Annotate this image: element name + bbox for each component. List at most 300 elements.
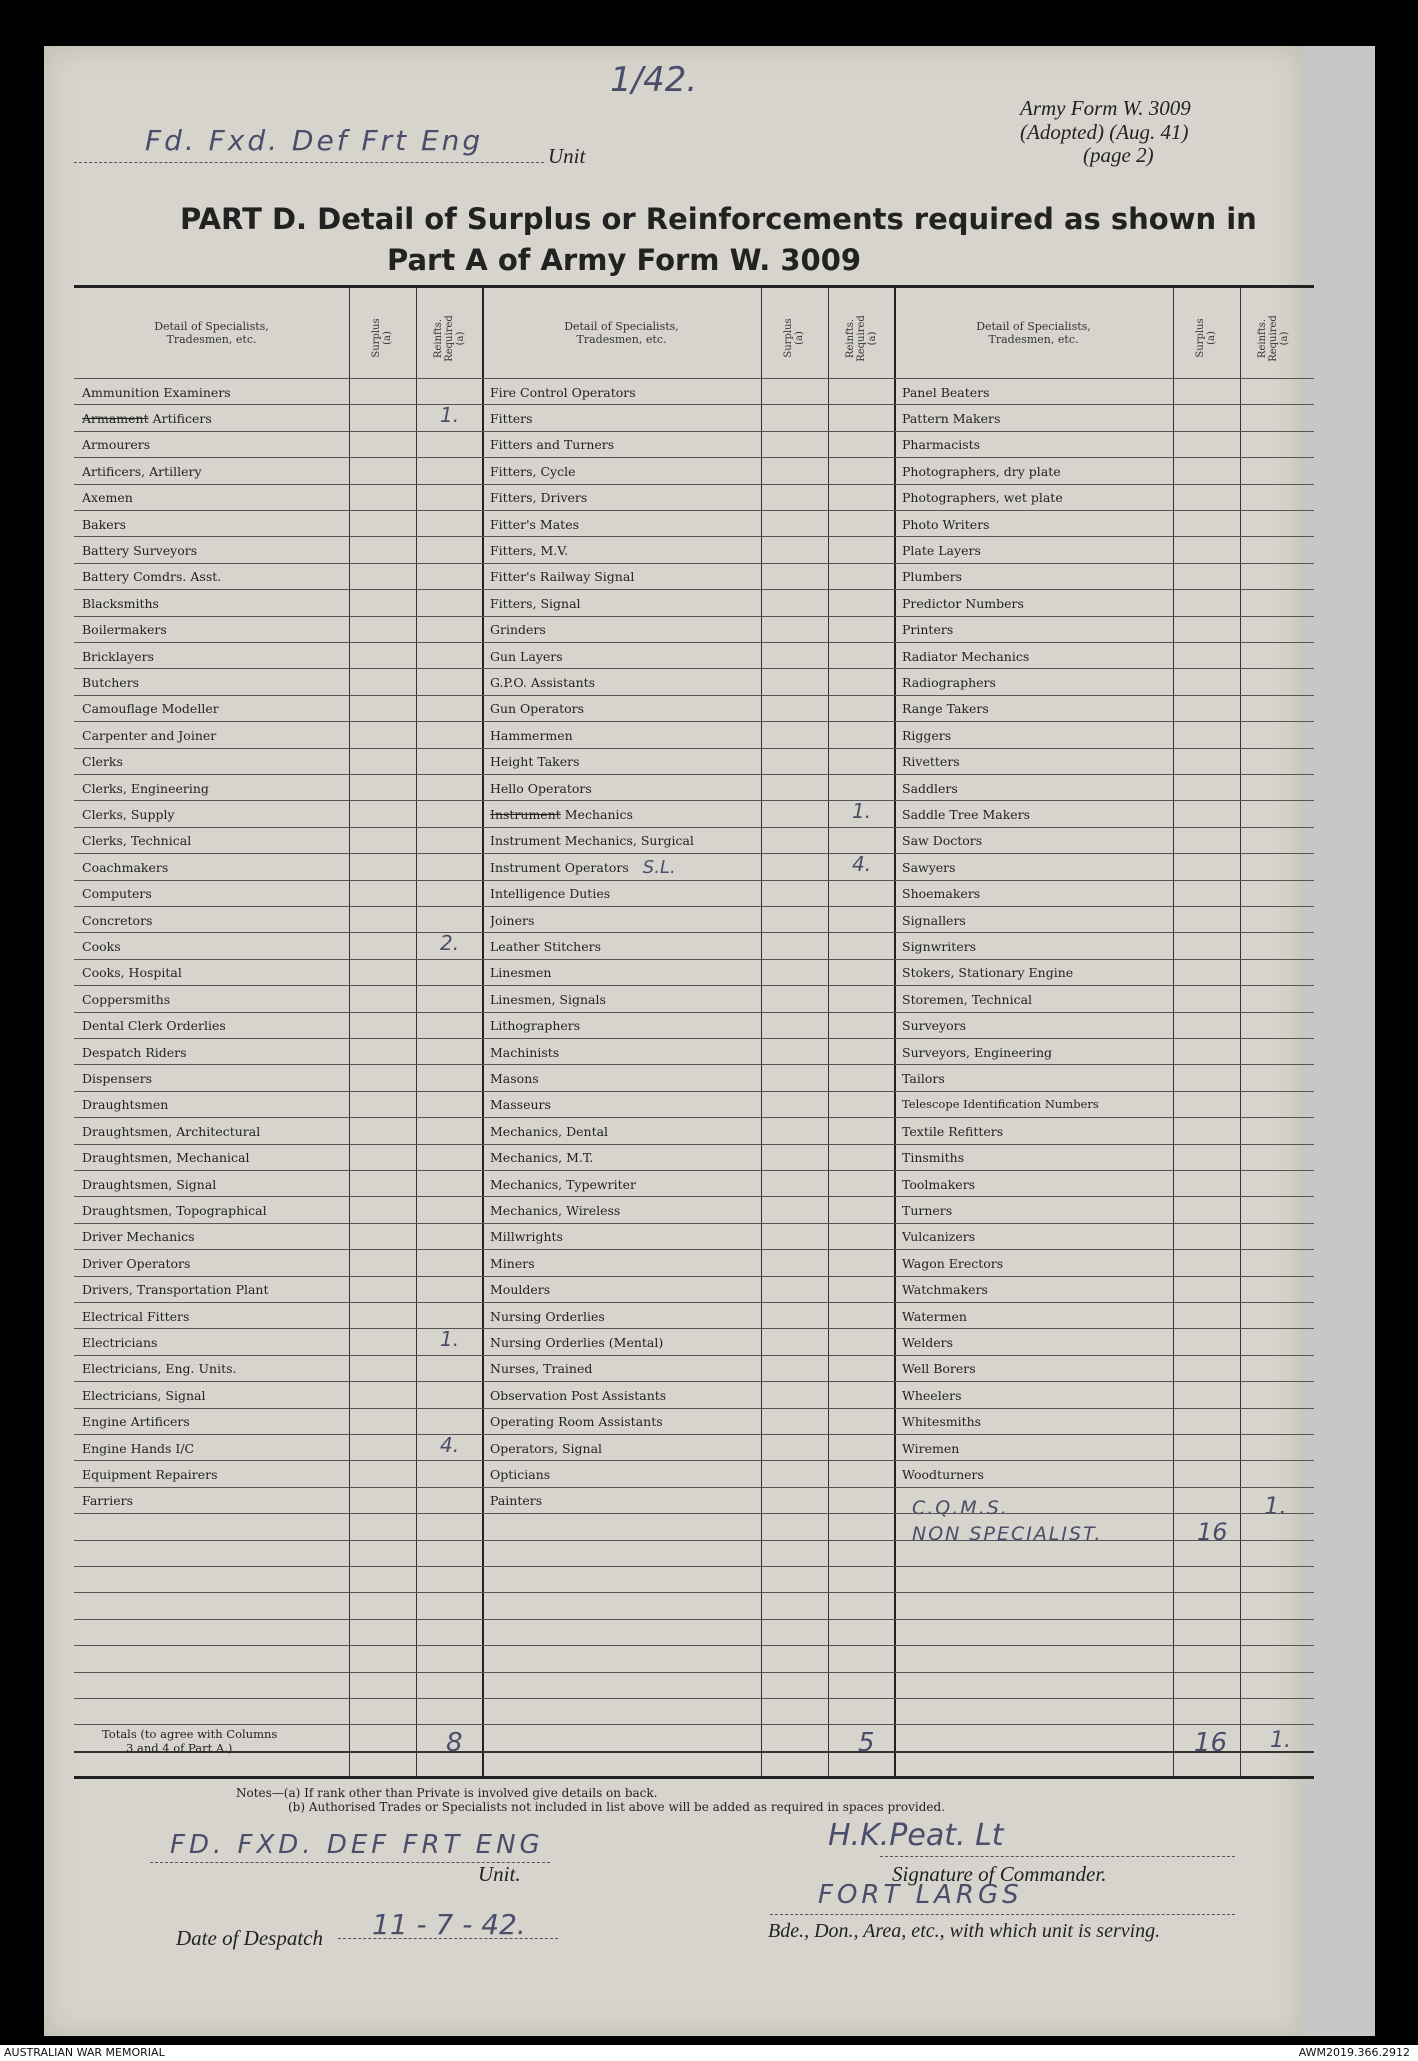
label-text: Radiator Mechanics	[902, 648, 1030, 664]
specialist-label	[490, 775, 755, 801]
label-text: Electricians, Signal	[82, 1387, 206, 1403]
specialist-label	[82, 643, 347, 669]
specialist-label	[902, 1277, 1167, 1303]
specialist-label	[490, 669, 755, 695]
table-row	[74, 616, 1314, 643]
specialist-label	[902, 696, 1167, 722]
specialist-label	[902, 1145, 1167, 1171]
label-text: Hello Operators	[490, 780, 592, 796]
label-text: Gun Operators	[490, 701, 585, 717]
label-text: Driver Operators	[82, 1255, 191, 1271]
label-text: Fire Control Operators	[490, 384, 636, 400]
note-a: Notes—(a) If rank other than Private is involved give details on back.	[236, 1786, 658, 1800]
specialist-label	[902, 458, 1167, 484]
label-text: Textile Refitters	[902, 1123, 1004, 1139]
label-text: Draughtsmen, Mechanical	[82, 1150, 250, 1166]
specialist-label	[902, 379, 1167, 405]
specialist-label	[82, 722, 347, 748]
table-row	[74, 484, 1314, 511]
total-col1-reinf: 8	[446, 1728, 463, 1758]
label-text: Signwriters	[902, 939, 977, 955]
handwritten-note: S.L.	[642, 856, 676, 878]
label-text: Surveyors, Engineering	[902, 1044, 1053, 1060]
reinf-value: 1.	[440, 403, 460, 428]
table-row	[74, 457, 1314, 484]
label-text: Axemen	[82, 490, 133, 506]
label-text: Fitters, M.V.	[490, 543, 569, 559]
specialist-label	[82, 1303, 347, 1329]
specialist-label	[490, 1382, 755, 1408]
label-text: Drivers, Transportation Plant	[82, 1282, 269, 1298]
specialist-label	[82, 537, 347, 563]
specialist-label	[490, 1567, 755, 1593]
table-row	[74, 642, 1314, 669]
specialist-label	[82, 458, 347, 484]
label-text: Fitters, Signal	[490, 595, 581, 611]
specialist-label	[82, 1646, 347, 1672]
specialist-label	[902, 1329, 1167, 1355]
form-ref-line2: (Adopted) (Aug. 41)	[1020, 120, 1189, 144]
specialist-label	[490, 986, 755, 1012]
specialist-label	[902, 1197, 1167, 1223]
label-text: Range Takers	[902, 701, 989, 717]
label-text: Electricians	[82, 1335, 158, 1351]
specialist-label	[490, 960, 755, 986]
table-row	[74, 1487, 1314, 1520]
label-text: Radiographers	[902, 675, 996, 691]
footer-unit-label: Unit.	[478, 1862, 521, 1886]
specialist-label	[490, 1620, 755, 1646]
specialist-label	[902, 1673, 1167, 1699]
specialist-label	[490, 1356, 755, 1382]
specialist-label	[902, 1092, 1167, 1118]
specialist-label	[490, 1725, 755, 1751]
header-detail-2: Detail of Specialists, Tradesmen, etc.	[564, 319, 679, 346]
specialist-label	[902, 749, 1167, 775]
specialist-label	[82, 828, 347, 854]
table-row	[74, 1434, 1314, 1461]
specialist-label	[902, 1409, 1167, 1435]
label-text: Concretors	[82, 912, 153, 928]
date-underline	[338, 1938, 558, 1939]
specialist-label	[902, 986, 1167, 1012]
label-text: Clerks, Technical	[82, 833, 192, 849]
specialist-label	[82, 1567, 347, 1593]
form-ref-line1: Army Form W. 3009	[1020, 96, 1191, 120]
label-text: Sawyers	[902, 859, 956, 875]
specialist-label	[490, 379, 755, 405]
label-text: Plumbers	[902, 569, 963, 585]
specialist-label	[82, 379, 347, 405]
label-text: Toolmakers	[902, 1176, 976, 1192]
label-text: Pharmacists	[902, 437, 981, 453]
table-row	[74, 853, 1314, 880]
table-row	[74, 563, 1314, 590]
table-row	[74, 932, 1314, 959]
table-row	[74, 1698, 1314, 1725]
header-surplus-3: Surplus (a)	[1195, 318, 1217, 358]
specialist-label	[82, 1488, 347, 1514]
label-text: Gun Layers	[490, 648, 563, 664]
label-text: Linesmen	[490, 965, 552, 981]
specialist-label	[82, 1224, 347, 1250]
reinf-value: 4.	[852, 852, 872, 877]
label-text: Carpenter and Joiner	[82, 727, 217, 743]
table-row	[74, 985, 1314, 1012]
table-row	[74, 1513, 1314, 1547]
label-text: Mechanics, Dental	[490, 1123, 609, 1139]
archive-bar	[0, 2045, 1418, 2061]
table-row	[74, 721, 1314, 748]
label-text: Electrical Fitters	[82, 1308, 190, 1324]
label-text: Printers	[902, 622, 954, 638]
label-text: Signallers	[902, 912, 966, 928]
label-text: Tailors	[902, 1071, 945, 1087]
specialist-label	[902, 1356, 1167, 1382]
table-row	[74, 668, 1314, 695]
table-row	[74, 748, 1314, 775]
total-col2-reinf: 5	[858, 1728, 875, 1758]
specialist-label	[902, 1593, 1167, 1619]
specialist-label	[902, 405, 1167, 431]
signature-label: Signature of Commander.	[892, 1862, 1107, 1886]
specialist-label	[902, 1620, 1167, 1646]
specialist-label	[902, 1699, 1167, 1725]
label-text: Grinders	[490, 622, 546, 638]
label-text: Turners	[902, 1203, 953, 1219]
table-row	[74, 1355, 1314, 1382]
label-text: Millwrights	[490, 1229, 563, 1245]
specialist-label	[490, 432, 755, 458]
specialist-label: C.Q.M.S.	[912, 1496, 1009, 1519]
header-reinf-3: Reinfts. Required (a)	[1256, 314, 1290, 362]
specialist-label	[490, 643, 755, 669]
label-text: Nurses, Trained	[490, 1361, 593, 1377]
table-row	[74, 1540, 1314, 1567]
commander-signature: H.K.Peat. Lt	[828, 1818, 1004, 1853]
label-text: Clerks, Supply	[82, 807, 175, 823]
label-text: Coppersmiths	[82, 991, 171, 1007]
label-text: Driver Mechanics	[82, 1229, 195, 1245]
label-text: Cooks, Hospital	[82, 965, 182, 981]
label-text: Photo Writers	[902, 516, 990, 532]
label-text: Masons	[490, 1071, 539, 1087]
label-text: Wiremen	[902, 1440, 960, 1456]
label-text: Vulcanizers	[902, 1229, 976, 1245]
table-row	[74, 1408, 1314, 1435]
label-text: Whitesmiths	[902, 1414, 982, 1430]
table-row	[74, 1144, 1314, 1171]
specialist-label	[902, 1725, 1167, 1751]
specialist-label	[82, 1013, 347, 1039]
label-text: Fitters	[490, 411, 533, 427]
label-text: Camouflage Modeller	[82, 701, 219, 717]
specialist-label	[490, 1409, 755, 1435]
label-text: Draughtsmen, Signal	[82, 1176, 217, 1192]
total-col3-reinf: 1.	[1270, 1728, 1291, 1753]
totals-label	[102, 1728, 277, 1756]
specialist-label	[490, 881, 755, 907]
label-text: Moulders	[490, 1282, 551, 1298]
label-text: Engine Artificers	[82, 1414, 190, 1430]
label-text: Nursing Orderlies (Mental)	[490, 1335, 664, 1351]
label-text: Photographers, wet plate	[902, 490, 1063, 506]
label-text: Artificers	[148, 411, 212, 427]
specialist-label	[490, 617, 755, 643]
specialist-label	[902, 828, 1167, 854]
archive-name: AUSTRALIAN WAR MEMORIAL	[4, 2046, 165, 2059]
specialist-label	[82, 1197, 347, 1223]
table-row	[74, 378, 1314, 405]
label-text: Leather Stitchers	[490, 939, 602, 955]
specialist-label	[490, 828, 755, 854]
label-text: Height Takers	[490, 754, 580, 770]
specialist-label	[902, 1224, 1167, 1250]
specialist-label	[82, 1673, 347, 1699]
specialist-label	[490, 1541, 755, 1567]
specialist-label	[490, 1488, 755, 1514]
label-text: Stokers, Stationary Engine	[902, 965, 1074, 981]
label-text: Masseurs	[490, 1097, 551, 1113]
specialist-label	[82, 1699, 347, 1725]
table-row	[74, 906, 1314, 933]
specialist-label	[82, 485, 347, 511]
label-text: Clerks	[82, 754, 123, 770]
label-text: Despatch Riders	[82, 1044, 187, 1060]
header-reinf-1: Reinfts. Required (a)	[432, 314, 466, 362]
specialist-label	[82, 1541, 347, 1567]
totals-label-line1: Totals (to agree with Columns	[102, 1727, 278, 1741]
label-text: Saddle Tree Makers	[902, 807, 1031, 823]
specialist-label	[82, 933, 347, 959]
label-text: Draughtsmen, Topographical	[82, 1203, 267, 1219]
label-text: Watchmakers	[902, 1282, 988, 1298]
specialist-label	[490, 511, 755, 537]
label-text: Linesmen, Signals	[490, 991, 606, 1007]
label-text: Miners	[490, 1255, 535, 1271]
label-text: Fitters, Cycle	[490, 463, 576, 479]
label-text: Clerks, Engineering	[82, 780, 209, 796]
label-text: Woodturners	[902, 1467, 984, 1483]
specialist-label	[490, 1039, 755, 1065]
specialist-label	[490, 1514, 755, 1540]
table-row	[74, 431, 1314, 458]
specialist-label	[490, 1013, 755, 1039]
table-row	[74, 1223, 1314, 1250]
label-text: Painters	[490, 1493, 543, 1509]
label-text: Bakers	[82, 516, 127, 532]
table-row	[74, 1170, 1314, 1197]
formation-value: FORT LARGS	[818, 1880, 1023, 1910]
specialist-label	[82, 960, 347, 986]
table-row	[74, 589, 1314, 616]
table-row	[74, 1276, 1314, 1303]
specialist-label	[902, 511, 1167, 537]
label-text: Nursing Orderlies	[490, 1308, 605, 1324]
form-ref-line3: (page 2)	[1083, 143, 1154, 167]
label-text: Joiners	[490, 912, 535, 928]
specialist-label	[490, 1250, 755, 1276]
label-text: Riggers	[902, 727, 952, 743]
label-text: Lithographers	[490, 1018, 581, 1034]
table-row	[74, 1064, 1314, 1091]
specialist-label	[490, 722, 755, 748]
specialist-label	[902, 1171, 1167, 1197]
table-row	[74, 1619, 1314, 1646]
specialist-label	[490, 1435, 755, 1461]
label-text: Coachmakers	[82, 859, 169, 875]
footer-unit-value: FD. FXD. DEF FRT ENG	[170, 1830, 544, 1860]
label-text: Fitters and Turners	[490, 437, 615, 453]
specialist-label	[490, 458, 755, 484]
table-row	[74, 800, 1314, 827]
date-value: 11 - 7 - 42.	[372, 1908, 526, 1941]
specialist-label	[902, 1303, 1167, 1329]
label-text: Pattern Makers	[902, 411, 1001, 427]
specialist-label	[490, 1277, 755, 1303]
specialist-label	[902, 1013, 1167, 1039]
specialist-label	[82, 775, 347, 801]
label-text: Dental Clerk Orderlies	[82, 1018, 226, 1034]
specialist-label	[82, 1382, 347, 1408]
specialist-label	[82, 801, 347, 827]
date-label: Date of Despatch	[176, 1926, 323, 1950]
specialist-label	[902, 801, 1167, 827]
header-reinf-2: Reinfts. Required (a)	[844, 314, 878, 362]
label-text: Instrument Operators	[490, 859, 629, 875]
table-row	[74, 536, 1314, 563]
specialist-label	[82, 590, 347, 616]
specialist-label	[902, 1118, 1167, 1144]
specialist-label	[490, 1065, 755, 1091]
specialist-label	[490, 1197, 755, 1223]
specialist-label	[902, 1461, 1167, 1487]
totals-label-line2: 3 and 4 of Part A.)	[126, 1740, 233, 1755]
label-text: Draughtsmen, Architectural	[82, 1123, 261, 1139]
table-row	[74, 1460, 1314, 1487]
reinf-value: 2.	[440, 931, 460, 956]
label-text: Welders	[902, 1335, 954, 1351]
specialist-label	[82, 1065, 347, 1091]
label-text: Fitters, Drivers	[490, 490, 588, 506]
label-text: Panel Beaters	[902, 384, 990, 400]
surplus-value: 16	[1197, 1518, 1228, 1547]
label-text: Shoemakers	[902, 886, 981, 902]
label-text: Dispensers	[82, 1071, 153, 1087]
specialist-label	[82, 1409, 347, 1435]
table-row	[74, 695, 1314, 722]
label-text: Tinsmiths	[902, 1150, 965, 1166]
specialist-label	[902, 907, 1167, 933]
specialist-label	[490, 933, 755, 959]
label-text: Butchers	[82, 675, 140, 691]
reinf-value: 1.	[1264, 1491, 1287, 1520]
label-text: Opticians	[490, 1467, 551, 1483]
form-title-line1: PART D. Detail of Surplus or Reinforcements required as shown in	[180, 202, 1257, 236]
reinf-value: 1.	[440, 1327, 460, 1352]
table-row	[74, 1249, 1314, 1276]
label-text: Plate Layers	[902, 543, 981, 559]
label-text: Engine Hands I/C	[82, 1440, 195, 1456]
specialist-label	[902, 1567, 1167, 1593]
specialist-label	[902, 643, 1167, 669]
label-text: Well Borers	[902, 1361, 976, 1377]
specialist-label	[82, 907, 347, 933]
label-text: Farriers	[82, 1493, 134, 1509]
table-row	[74, 1196, 1314, 1223]
label-text: Blacksmiths	[82, 595, 159, 611]
specialist-label	[82, 564, 347, 590]
specialist-label	[82, 696, 347, 722]
specialist-label	[902, 722, 1167, 748]
label-text: Watermen	[902, 1308, 967, 1324]
table-row	[74, 959, 1314, 986]
specialist-label	[902, 485, 1167, 511]
specialist-label	[490, 1593, 755, 1619]
specialist-label	[490, 1118, 755, 1144]
specialist-label	[902, 775, 1167, 801]
specialist-label	[490, 1171, 755, 1197]
specialist-label	[82, 617, 347, 643]
label-text: Bricklayers	[82, 648, 155, 664]
specialist-label	[82, 749, 347, 775]
specialist-label	[82, 669, 347, 695]
specialist-label	[490, 1329, 755, 1355]
label-text: Saw Doctors	[902, 833, 983, 849]
label-text: Wagon Erectors	[902, 1255, 1004, 1271]
specialist-label	[902, 1382, 1167, 1408]
specialist-label	[902, 1646, 1167, 1672]
label-text: Rivetters	[902, 754, 960, 770]
specialist-label	[82, 1435, 347, 1461]
reinf-value: 1.	[852, 799, 872, 824]
label-text: Electricians, Eng. Units.	[82, 1361, 237, 1377]
label-text: Battery Surveyors	[82, 543, 198, 559]
specialist-label	[82, 1461, 347, 1487]
archive-id: AWM2019.366.2912	[1298, 2046, 1410, 2059]
specialist-label	[902, 1250, 1167, 1276]
specialist-label	[902, 881, 1167, 907]
label-text: Draughtsmen	[82, 1097, 169, 1113]
specialists-table	[74, 285, 1314, 1779]
specialist-label	[490, 1699, 755, 1725]
specialist-label	[82, 1329, 347, 1355]
label-text: Artificers, Artillery	[82, 463, 202, 479]
specialist-label	[490, 564, 755, 590]
note-b: (b) Authorised Trades or Specialists not included in list above will be added as required in spaces provided.	[288, 1800, 946, 1814]
specialist-label	[902, 590, 1167, 616]
specialist-label	[82, 511, 347, 537]
table-row	[74, 1381, 1314, 1408]
table-row	[74, 510, 1314, 537]
label-text: Equipment Repairers	[82, 1467, 218, 1483]
label-text: Ammunition Examiners	[82, 384, 231, 400]
specialist-label	[82, 405, 347, 431]
specialist-label	[82, 1593, 347, 1619]
total-col3-surplus: 16	[1194, 1728, 1228, 1758]
table-row	[74, 1328, 1314, 1355]
specialist-label	[902, 960, 1167, 986]
specialist-label	[490, 1303, 755, 1329]
table-row	[74, 827, 1314, 854]
label-text: Mechanics, M.T.	[490, 1150, 594, 1166]
unit-underline	[74, 162, 544, 163]
specialist-label	[902, 933, 1167, 959]
unit-label: Unit	[548, 144, 586, 168]
table-row	[74, 1566, 1314, 1593]
specialist-label	[490, 590, 755, 616]
unit-value: Fd. Fxd. Def Frt Eng	[145, 124, 484, 157]
